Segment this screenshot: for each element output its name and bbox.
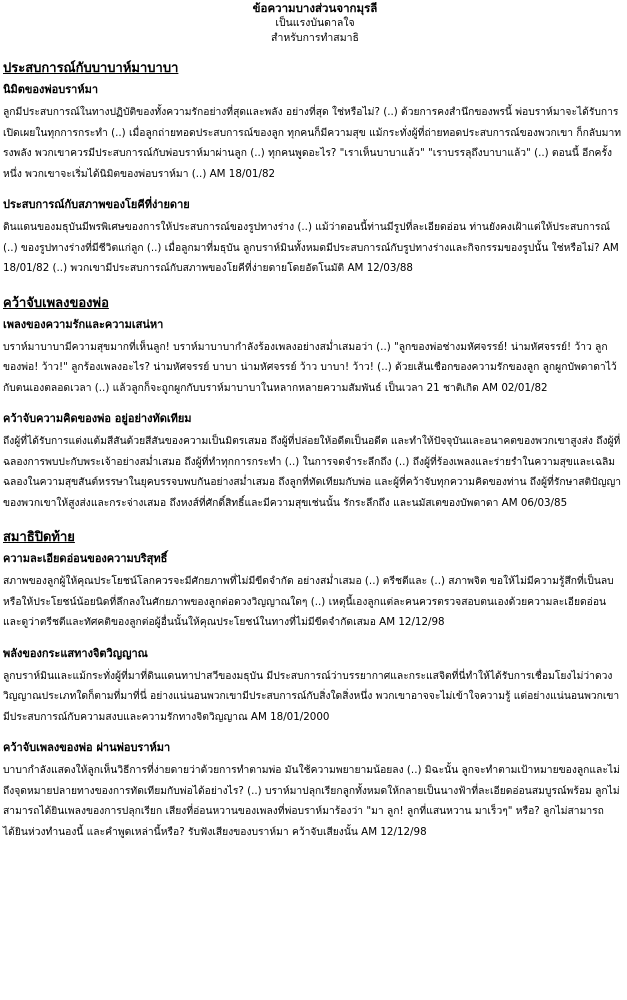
document-subtitle-1: เป็นแรงบันดาลใจ bbox=[275, 17, 355, 29]
paragraph-vision-of-father-brahma: ลูกมีประสบการณ์ในทางปฏิบัติของทั้งความรักอย่างที่สุดและพลัง อย่างที่สุด ใช่หรือไม่? (..) ด้วยการคงสำนึกของพรนี้ พ่อบราห์มาจะได้รับการเปิดเผยในทุกการกระทำ (..) เมื่อลูกถ่ายทอดประสบการณ์ของลูก ทุกคนก็มีความสุข แม้กระทั่งผู้ที่ถ่ายทอดประสบการณ์ของพวกเขา ก็กลับมาทรงพลัง พวกเขาควรมีประสบการณ์กับพ่อบราห์มาผ่านลูก (..) ทุกคนพูดอะไร? "เราเห็นบาบาแล้ว" "เราบรรลุถึงบาบาแล้ว" (..) ตอนนี้ อีกครั้งหนึ่ง พวกเขาจะเริ่มได้นิมิตของพ่อบราห์มา (..) AM 18/01/82 bbox=[3, 106, 622, 180]
document-title: ข้อความบางส่วนจากมุรลี bbox=[252, 1, 378, 15]
paragraph-easy-yogi-stage: ดินแดนของมธุบันมีพรพิเศษของการให้ประสบการณ์ของรูปทางร่าง (..) แม้ว่าตอนนี้ท่านมีรูปที่ละเอียดอ่อน ท่านยังคงเฝ้าแต่ให้ประสบการณ์ (..) ของรูปทางร่างที่มีชีวิตแก่ลูก (..) เมื่อลูกมาที่มธุบัน ลูกบราห์มินทั้งหมดมีประสบการณ์กับรูปทางร่างและกิจกรรมของรูปนั้น ใช่หรือไม่? AM 18/01/82 (..) พวกเขามีประสบการณ์กับสภาพของโยคีที่ง่ายดายโดยอัตโนมัติ AM 12/03/88 bbox=[3, 221, 619, 274]
paragraph-subtlety-of-purity: สภาพของลูกผู้ให้คุณประโยชน์โลกควรจะมีศักยภาพที่ไม่มีขีดจำกัด อย่างสม่ำเสมอ (..) ตรีชตีและ (..) สภาพจิต ขอให้ไม่มีความรู้สึกที่เป็นลบหรือให้ประโยชน์น้อยนิดที่ลึกลงในศักยภาพของลูกต่อดวงวิญญาณใดๆ (..) เหตุนี้เองลูกแต่ละคนควรตรวจสอบตนเองด้วยความละเอียดอ่อน และดูว่าตรีชตีและทัศคติของลูกต่อผู้อื่นนั้นให้คุณประโยชน์ในทางที่ไม่มีขีดจำกัดเสมอ AM 12/12/98 bbox=[3, 575, 614, 628]
subtitle-catch-song-through-brahma: คว้าจับเพลงของพ่อ ผ่านพ่อบราห์มา bbox=[3, 741, 171, 754]
paragraph-catch-song-through-brahma: บาบากำลังแสดงให้ลูกเห็นวิธีการที่ง่ายดายว่าด้วยการทำตามพ่อ มันใช้ความพยายามน้อยลง (..) มิฉะนั้น ลูกจะทำตามเป้าหมายของลูกและไม่ถึงจุดหมายปลายทางของการทัดเทียมกับพ่อได้อย่างไร? (..) บราห์มาปลุกเรียกลูกทั้งหมดให้กลายเป็นนางฟ้าที่ละเอียดอ่อนสมบูรณ์พร้อม ลูกไม่สามารถได้ยินเพลงของการปลุกเรียก เสียงที่อ่อนหวานของเพลงที่พ่อบราห์มาร้องว่า "มา ลูก! ลูกที่แสนหวาน มาเร็วๆ" หรือ? ลูกไม่สามารถได้ยินห่วงทำนองนี้ และคำพูดเหล่านี้หรือ? รับฟังเสียงของบราห์มา คว้าจับเสียงนั้น AM 12/12/98 bbox=[3, 764, 620, 838]
subtitle-subtlety-of-purity: ความละเอียดอ่อนของความบริสุทธิ์ bbox=[3, 552, 168, 565]
paragraph-song-of-love: บราห์มาบาบามีความสุขมากที่เห็นลูก! บราห์มาบาบากำลังร้องเพลงอย่างสม่ำเสมอว่า (..) "ลูกของพ่อช่างมหัศจรรย์! น่ามหัศจรรย์! ว้าว ลูกของพ่อ! ว้าว!" ลูกร้องเพลงอะไร? น่ามหัศจรรย์ บาบา น่ามหัศจรรย์ ว้าว บาบา! ว้าว! (..) ด้วยเส้นเชือกของความรักของลูก ลูกผูกบัพดาดาไว้กับตนเองตลอดเวลา (..) แล้วลูกก็จะถูกผูกกับบราห์มาบาบาในหลากหลายความสัมพันธ์ เป็นเวลา 21 ชาติเกิด AM 02/01/82 bbox=[3, 340, 617, 394]
document-subtitle-2: สำหรับการทำสมาธิ bbox=[271, 32, 359, 44]
section-title-closing-meditation: สมาธิปิดท้าย bbox=[3, 530, 75, 545]
section-title-catch-fathers-song: คว้าจับเพลงของพ่อ bbox=[3, 295, 109, 311]
paragraph-power-of-spiritual-vibrations: ลูกบราห์มินและแม้กระทั่งผู้ที่มาที่ดินแดนทาปาสวีของมธุบัน มีประสบการณ์ว่าบรรยากาศและกระแสจิตที่นี่ทำให้ได้รับการเชื่อมโยงไม่ว่าดวงวิญญาณประเภทใดก็ตามที่มาที่นี่ อย่างแน่นอนพวกเขามีประสบการณ์กับสิ่งใดสิ่งหนึ่ง พวกเขาอาจจะไม่เข้าใจความรู้ แต่อย่างแน่นอนพวกเขามีประสบการณ์กับความสงบและความรักทางจิตวิญญาณ AM 18/01/2000 bbox=[3, 669, 620, 723]
subtitle-easy-yogi-stage: ประสบการณ์กับสภาพของโยคีที่ง่ายดาย bbox=[3, 198, 190, 211]
section-title-experience-with-brahma-baba: ประสบการณ์กับบาบาห์มาบาบา bbox=[3, 61, 179, 76]
subtitle-power-of-spiritual-vibrations: พลังของกระแสทางจิตวิญญาณ bbox=[3, 646, 148, 660]
subtitle-vision-of-father-brahma: นิมิตของพ่อบราห์มา bbox=[3, 83, 99, 96]
paragraph-catch-fathers-thoughts: ถึงผู้ที่ได้รับการแต่งแต้มสีสันด้วยสีสันของความเป็นมิตรเสมอ ถึงผู้ที่ปล่อยให้อดีตเป็นอดีต และทำให้ปัจจุบันและอนาคตของพวกเขาสูงส่ง ถึงผู้ที่ฉลองการพบปะกับพระเจ้าอย่างสม่ำเสมอ ถึงผู้ที่ทำทุกการกระทำ (..) ในการจดจำระลึกถึง (..) ถึงผู้ที่ร้องเพลงและร่ายรำในความสุขและเฉลิมฉลองในความสุขสันต์หรรษาในยุคบรรจบพบกันอย่างสม่ำเสมอ ถึงลูกที่ทัดเทียมกับพ่อ และผู้ที่คว้าจับทุกความคิดของท่าน ถึงผู้ที่รักษาสติปัญญาของพวกเขาให้สูงส่งและกระจ่างเสมอ ถึงหงส์ที่ศักดิ์สิทธิ์และมีความสุขเช่นนั้น รักระลึกถึง และนมัสเตของบัพดาดา AM 06/03/85 bbox=[3, 435, 622, 509]
subtitle-song-of-love: เพลงของความรักและความเสน่หา bbox=[3, 317, 164, 331]
document-header bbox=[3, 0, 627, 46]
subtitle-catch-fathers-thoughts: คว้าจับความคิดของพ่อ อยู่อย่างทัดเทียม bbox=[3, 412, 192, 425]
